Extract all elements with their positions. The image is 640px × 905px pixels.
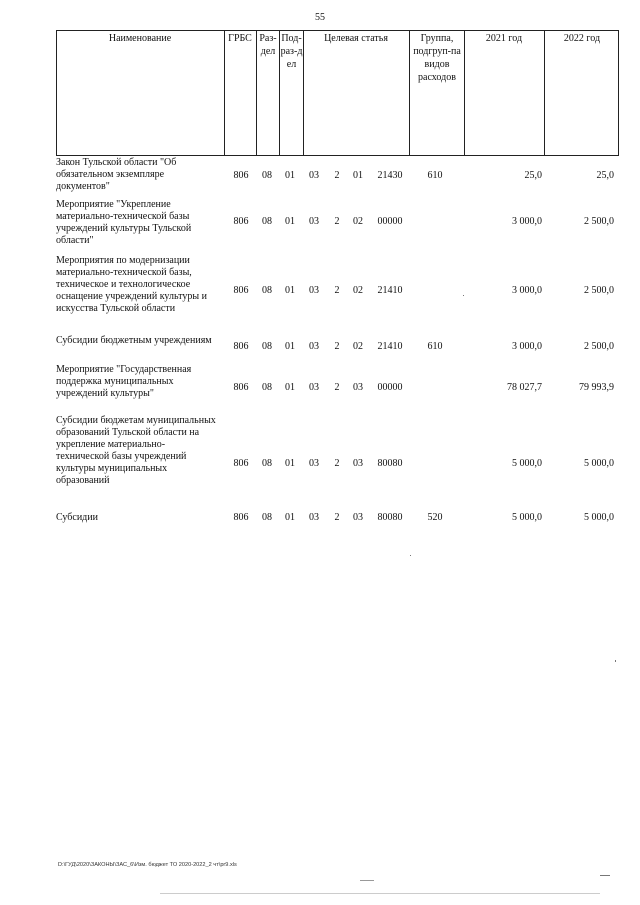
row-2022: 2 500,0 [584,341,614,352]
row-target-event: 02 [353,216,363,227]
row-podrazdel: 01 [285,216,295,227]
row-target-type: 2 [334,216,340,227]
row-razdel: 08 [262,512,272,523]
row-target-program: 03 [309,341,319,352]
column-divider [464,30,465,156]
column-divider [544,30,545,156]
row-target-type: 2 [334,382,340,393]
row-name: Субсидии бюджетным учреждениям [56,335,212,346]
row-target-type: 2 [334,170,340,181]
header-2022: 2022 год [563,33,601,44]
row-name: Закон Тульской области "Об обязательном экземпляре документов" [56,157,177,192]
row-target-direction: 00000 [377,382,403,393]
row-target-event: 03 [353,382,363,393]
row-2021: 3 000,0 [512,341,542,352]
row-podrazdel: 01 [285,512,295,523]
header-grbs: ГРБС [228,33,252,44]
row-vr: 520 [427,512,443,523]
row-name: Мероприятие "Укрепление материально-технической базы учреждений культуры Тульской области" [56,199,192,246]
row-target-event: 01 [353,170,363,181]
row-name: Субсидии бюджетам муниципальных образований Тульской области на укрепление материально-технической базы учреждений культуры муниципальных образований [56,415,216,486]
row-2021: 3 000,0 [512,285,542,296]
row-target-program: 03 [309,170,319,181]
row-target-program: 03 [309,458,319,469]
row-2021: 25,0 [524,170,542,181]
column-divider [303,30,304,156]
row-2022: 5 000,0 [584,458,614,469]
row-2021: 5 000,0 [512,458,542,469]
row-grbs: 806 [233,285,249,296]
row-grbs: 806 [233,341,249,352]
row-2022: 79 993,9 [579,382,614,393]
table-header [56,30,619,156]
row-podrazdel: 01 [285,382,295,393]
column-divider [224,30,225,156]
row-target-direction: 00000 [377,216,403,227]
row-target-event: 02 [353,341,363,352]
row-grbs: 806 [233,170,249,181]
row-vr: 610 [427,341,443,352]
row-grbs: 806 [233,512,249,523]
file-path-footer: D:\ГУД\2020\ЗАКОНЫ\ЗАС_6\Изм. бюджет ТО 2020-2022_2 чт\pr9.xls [58,862,237,868]
header-group: Группа, подгруп-па видов расходов [413,33,461,83]
row-target-direction: 21410 [377,341,403,352]
row-2022: 25,0 [596,170,614,181]
row-target-direction: 80080 [377,512,403,523]
row-target-type: 2 [334,285,340,296]
row-target-program: 03 [309,382,319,393]
row-target-direction: 80080 [377,458,403,469]
row-2022: 2 500,0 [584,216,614,227]
row-2021: 3 000,0 [512,216,542,227]
row-razdel: 08 [262,341,272,352]
scan-speck [160,893,600,894]
row-razdel: 08 [262,458,272,469]
scan-speck [463,295,464,296]
row-name: Мероприятия по модернизации материально-технической базы, техническое и технологическое оснащение учреждений культуры и искусства Тульской области [56,255,207,314]
row-target-type: 2 [334,341,340,352]
row-name: Субсидии [56,512,98,523]
row-grbs: 806 [233,458,249,469]
row-podrazdel: 01 [285,170,295,181]
row-target-direction: 21410 [377,285,403,296]
row-target-event: 03 [353,458,363,469]
row-vr: 610 [427,170,443,181]
row-podrazdel: 01 [285,285,295,296]
row-target-program: 03 [309,285,319,296]
header-2021: 2021 год [485,33,523,44]
row-razdel: 08 [262,382,272,393]
row-podrazdel: 01 [285,458,295,469]
row-target-type: 2 [334,458,340,469]
page-number: 55 [315,12,325,23]
row-target-event: 03 [353,512,363,523]
header-name: Наименование [108,33,172,44]
row-podrazdel: 01 [285,341,295,352]
scan-speck [615,660,616,662]
row-grbs: 806 [233,382,249,393]
row-target-type: 2 [334,512,340,523]
header-razdel: Раз-дел [259,33,277,57]
row-razdel: 08 [262,285,272,296]
row-target-program: 03 [309,216,319,227]
row-2021: 5 000,0 [512,512,542,523]
scan-speck [360,880,374,881]
row-target-program: 03 [309,512,319,523]
row-razdel: 08 [262,170,272,181]
header-podrazdel: Под-раз-дел [280,33,303,70]
row-target-event: 02 [353,285,363,296]
row-name: Мероприятие "Государственная поддержка муниципальных учреждений культуры" [56,364,192,399]
row-2021: 78 027,7 [507,382,542,393]
row-target-direction: 21430 [377,170,403,181]
row-razdel: 08 [262,216,272,227]
scan-speck [410,555,411,556]
row-2022: 5 000,0 [584,512,614,523]
row-2022: 2 500,0 [584,285,614,296]
header-target: Целевая статья [324,33,388,44]
scan-speck [600,875,610,876]
row-grbs: 806 [233,216,249,227]
